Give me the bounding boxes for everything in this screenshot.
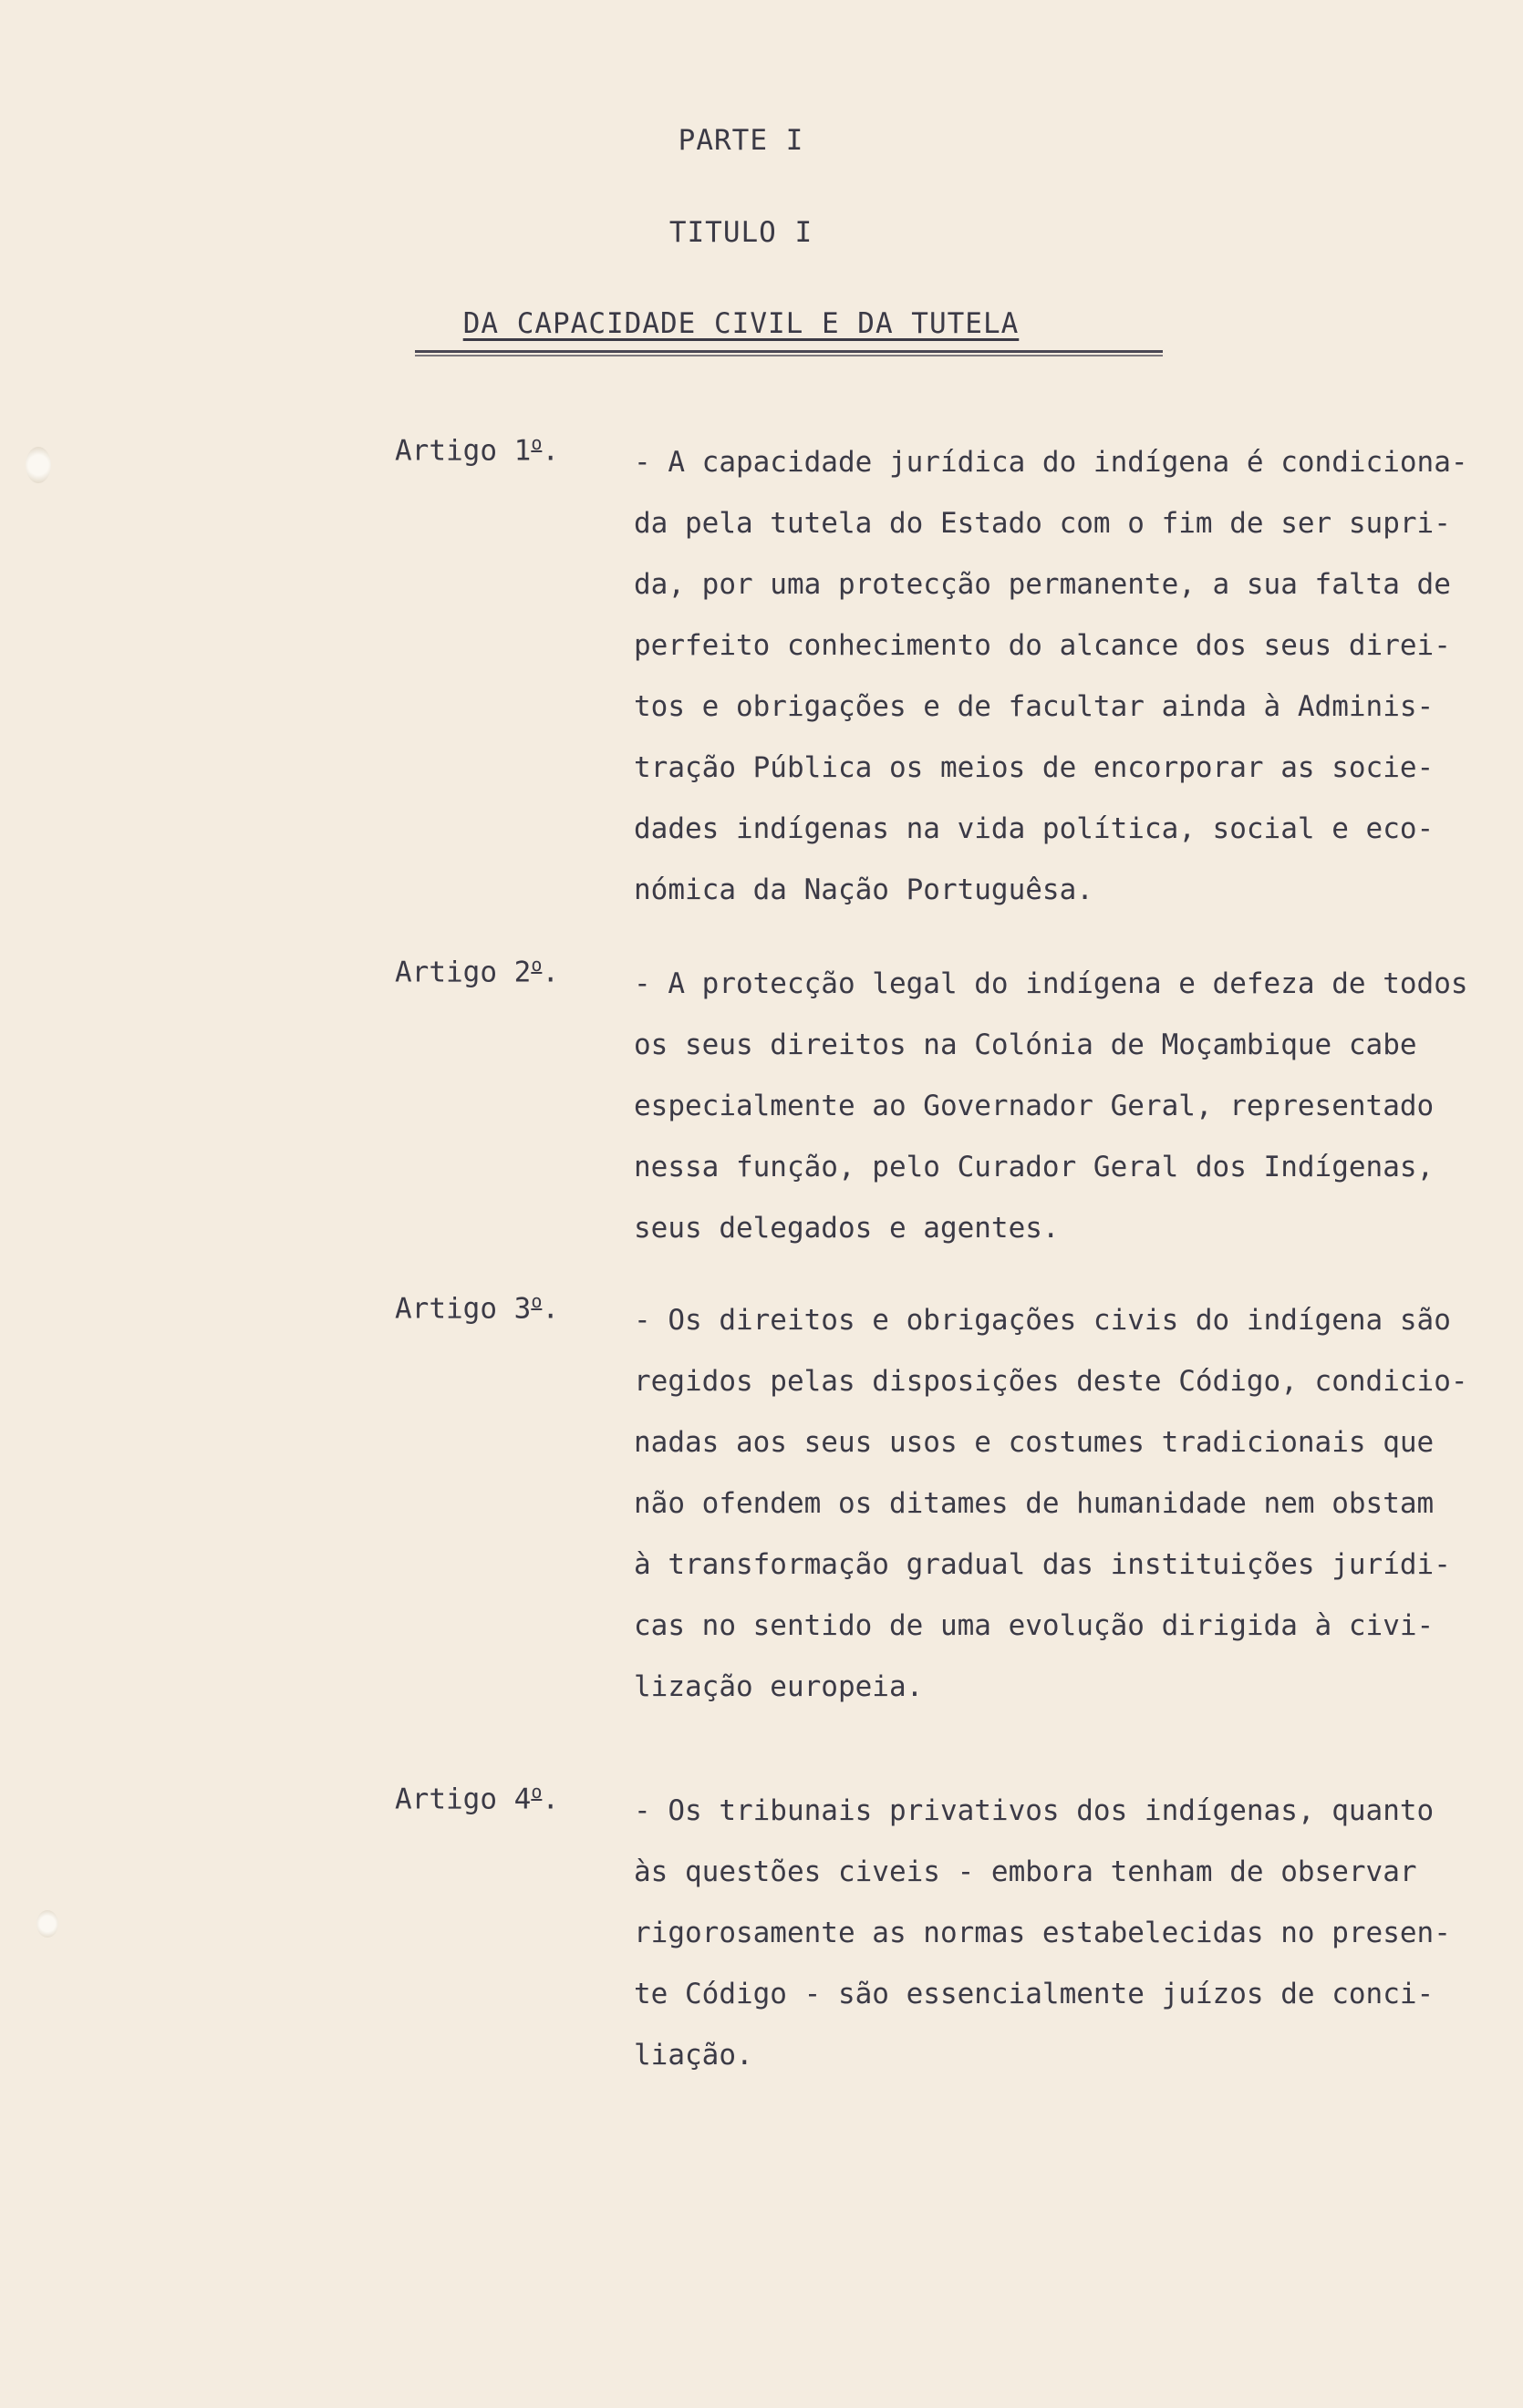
part-heading: PARTE I	[678, 124, 804, 157]
text-line: perfeito conhecimento do alcance dos seus direi-	[634, 629, 1451, 662]
paper-blemish	[26, 447, 51, 483]
text-line: - Os direitos e obrigações civis do indígena são	[634, 1304, 1451, 1337]
text-line: nessa função, pelo Curador Geral dos Indígenas,	[634, 1151, 1435, 1183]
text-line: nadas aos seus usos e costumes tradicionais que	[634, 1426, 1435, 1459]
text-line: não ofendem os ditames de humanidade nem obstam	[634, 1487, 1435, 1520]
article-label: Artigo 2$^o$.	[395, 954, 560, 989]
underline-rule	[415, 355, 1163, 357]
text-line: te Código - são essencialmente juízos de conci-	[634, 1978, 1435, 2010]
text-line: liação.	[634, 2039, 753, 2072]
text-line: dades indígenas na vida política, social e eco-	[634, 812, 1435, 845]
article-body	[634, 954, 1518, 1259]
text-line: nómica da Nação Portuguêsa.	[634, 873, 1093, 906]
article-label: Artigo 1$^o$.	[395, 432, 560, 468]
text-line: da pela tutela do Estado com o fim de ser supri-	[634, 507, 1451, 540]
article-body	[634, 1290, 1518, 1718]
text-line: tração Pública os meios de encorporar as socie-	[634, 751, 1435, 784]
text-line: às questões civeis - embora tenham de observar	[634, 1855, 1417, 1888]
text-line: - A capacidade jurídica do indígena é condiciona-	[634, 446, 1468, 479]
title-heading: TITULO I	[668, 216, 813, 249]
text-line: lização europeia.	[634, 1670, 924, 1703]
text-line: os seus direitos na Colónia de Moçambique cabe	[634, 1028, 1417, 1061]
text-line: cas no sentido de uma evolução dirigida à civi-	[634, 1609, 1435, 1642]
text-line: - Os tribunais privativos dos indígenas, quanto	[634, 1794, 1435, 1827]
underline-rule	[415, 350, 1163, 353]
article-label: Artigo 4$^o$.	[395, 1781, 560, 1816]
text-line: - A protecção legal do indígena e defeza de todos	[634, 967, 1468, 1000]
text-line: rigorosamente as normas estabelecidas no presen-	[634, 1917, 1451, 1949]
section-subtitle: DA CAPACIDADE CIVIL E DA TUTELA	[462, 307, 1020, 340]
text-line: especialmente ao Governador Geral, representado	[634, 1090, 1435, 1122]
paper-blemish	[36, 1910, 58, 1938]
text-line: regidos pelas disposições deste Código, condicio-	[634, 1365, 1468, 1398]
text-line: da, por uma protecção permanente, a sua falta de	[634, 568, 1451, 601]
article-body	[634, 432, 1518, 921]
article-label: Artigo 3$^o$.	[395, 1290, 560, 1326]
text-line: tos e obrigações e de facultar ainda à Adminis-	[634, 690, 1435, 723]
article-body	[634, 1781, 1518, 2086]
text-line: seus delegados e agentes.	[634, 1212, 1060, 1245]
text-line: à transformação gradual das instituições jurídi-	[634, 1548, 1451, 1581]
